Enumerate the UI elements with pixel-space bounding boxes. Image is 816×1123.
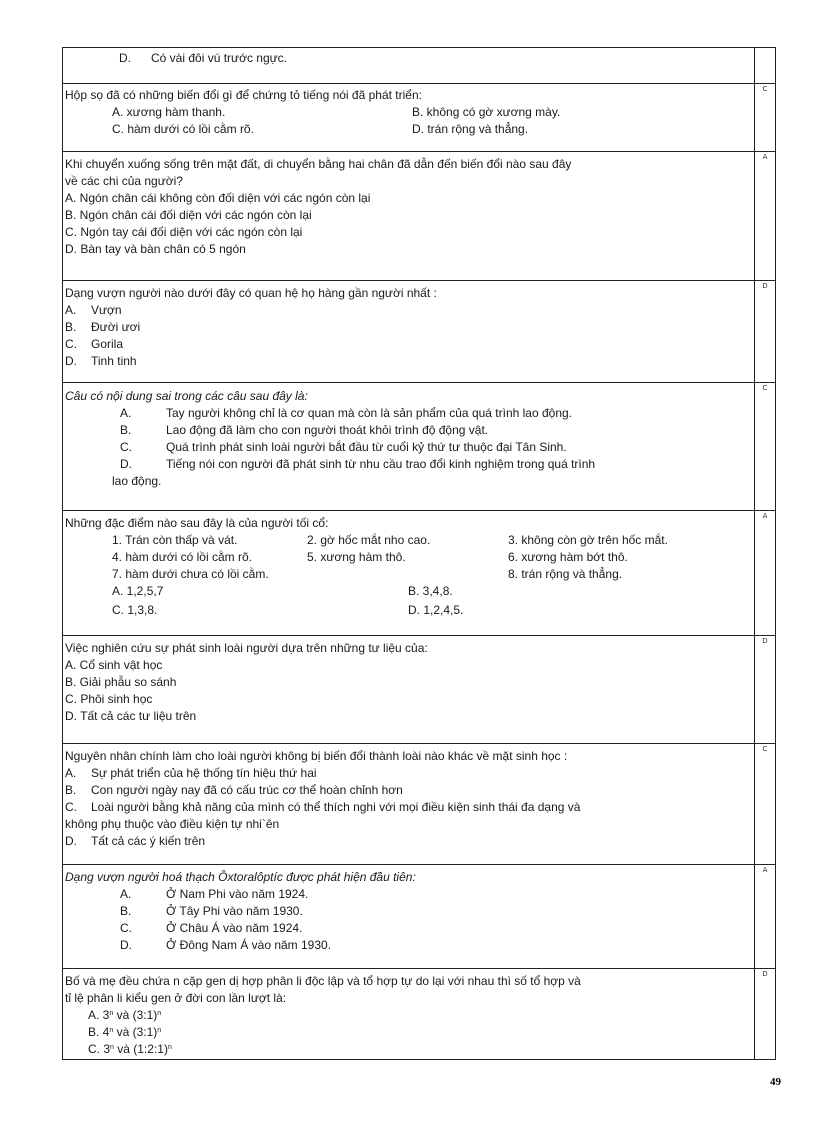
question-stem: Khi chuyển xuống sống trên mặt đất, di chuyển bằng hai chân đã dẫn đến biến đổi nào sau đây: [65, 157, 572, 171]
option-d: D. Ở Đông Nam Á vào năm 1930.: [120, 938, 332, 952]
feature-8: 8. trán rộng và thẳng.: [508, 567, 623, 581]
answer-key: A: [762, 153, 768, 161]
answer-key: C: [762, 85, 768, 93]
question-stem-cont: tỉ lệ phân li kiểu gen ở đời con lần lượt là:: [65, 991, 287, 1005]
option-b: B. Ngón chân cái đối diện với các ngón còn lại: [65, 208, 312, 222]
feature-4: 4. hàm dưới có lồi cằm rõ.: [112, 550, 252, 564]
option-line: D. Có vài đôi vú trước ngực.: [119, 51, 287, 65]
option-d: D. 1,2,4,5.: [408, 603, 464, 617]
feature-2: 2. gờ hốc mắt nho cao.: [307, 533, 431, 547]
question-table: [62, 47, 776, 1060]
option-b: B. 4$^n$ và (3:1)$^n$: [88, 1025, 162, 1039]
feature-5: 5. xương hàm thô.: [307, 550, 406, 564]
feature-7: 7. hàm dưới chưa có lồi cằm.: [112, 567, 269, 581]
question-stem: Nguyên nhân chính làm cho loài người không bị biến đổi thành loài nào khác về mặt sinh học :: [65, 749, 568, 763]
option-b: B. Ở Tây Phi vào năm 1930.: [120, 904, 303, 918]
option-d: D. Tinh tinh: [65, 354, 137, 368]
question-row: [62, 510, 754, 635]
question-stem: Bố và mẹ đều chứa n cặp gen dị hợp phân li độc lập và tổ hợp tự do lại với nhau thì số tổ hợp và: [65, 974, 581, 988]
option-d: D. Tất cả các ý kiến trên: [65, 834, 206, 848]
option-c-cont: không phụ thuộc vào điều kiện tự nhi`ên: [65, 817, 280, 831]
question-stem: Dạng vượn người nào dưới đây có quan hệ họ hàng gần người nhất :: [65, 286, 437, 300]
question-row: [62, 635, 754, 743]
answer-column-divider: [754, 47, 755, 1060]
feature-1: 1. Trán còn thấp và vát.: [112, 533, 238, 547]
question-stem: Hộp sọ đã có những biến đổi gì để chứng tỏ tiếng nói đã phát triển:: [65, 88, 422, 102]
option-c: C. Loài người bằng khả năng của mình có thể thích nghi với mọi điều kiện sinh thái đa dạng và: [65, 800, 581, 814]
option-a: A. Sự phát triển của hệ thống tín hiệu thứ hai: [65, 766, 317, 780]
option-b: B. 3,4,8.: [408, 584, 453, 598]
answer-key: A: [762, 512, 768, 520]
question-row: [62, 47, 754, 83]
question-stem: Câu có nội dung sai trong các câu sau đây là:: [65, 389, 308, 403]
answer-key: D: [762, 970, 768, 978]
option-d: D. Bàn tay và bàn chân có 5 ngón: [65, 242, 246, 256]
answer-key: D: [762, 282, 768, 290]
answer-key: D: [762, 637, 768, 645]
question-stem: Những đặc điểm nào sau đây là của người tối cổ:: [65, 516, 329, 530]
option-c: C. 1,3,8.: [112, 603, 158, 617]
option-d-cont: lao động.: [112, 474, 162, 488]
option-a: A. Tay người không chỉ là cơ quan mà còn là sản phẩm của quá trình lao động.: [120, 406, 573, 420]
question-row: [62, 280, 754, 382]
feature-3: 3. không còn gờ trên hốc mắt.: [508, 533, 668, 547]
option-b: B. Giải phẫu so sánh: [65, 675, 177, 689]
option-c: C. Ngón tay cái đối diện với các ngón còn lại: [65, 225, 303, 239]
option-a: A. xương hàm thanh.: [112, 105, 226, 119]
option-a: A. 3$^n$ và (3:1)$^n$: [88, 1008, 162, 1022]
option-b: B. Lao động đã làm cho con người thoát khỏi trình độ động vật.: [120, 423, 489, 437]
page-number: 49: [770, 1076, 781, 1088]
option-b: B. Con người ngày nay đã có cấu trúc cơ thể hoàn chỉnh hơn: [65, 783, 403, 797]
answer-key: A: [762, 866, 768, 874]
option-a: A. Ngón chân cái không còn đối diện với các ngón còn lại: [65, 191, 371, 205]
option-b: B. Đười ươi: [65, 320, 141, 334]
option-a: A. Vượn: [65, 303, 122, 317]
question-stem-cont: về các chi của người?: [65, 174, 183, 188]
option-c: C. Gorila: [65, 337, 124, 351]
option-a: A. Ở Nam Phi vào năm 1924.: [120, 887, 309, 901]
answer-key: C: [762, 745, 768, 753]
question-stem: Dạng vượn người hoá thạch Ôxtoralôptíc được phát hiện đầu tiên:: [65, 870, 416, 884]
question-stem: Việc nghiên cứu sự phát sinh loài người dựa trên những tư liệu của:: [65, 641, 428, 655]
option-c: C. Ở Châu Á vào năm 1924.: [120, 921, 303, 935]
question-row: [62, 83, 754, 151]
feature-6: 6. xương hàm bớt thô.: [508, 550, 628, 564]
question-row: [62, 382, 754, 510]
option-c: C. Phôi sinh học: [65, 692, 153, 706]
answer-key: C: [762, 384, 768, 392]
option-d: D. Tất cả các tư liệu trên: [65, 709, 197, 723]
option-c: C. Quá trình phát sinh loài người bắt đầu từ cuối kỷ thứ tư thuộc đại Tân Sinh.: [120, 440, 567, 454]
option-a: A. 1,2,5,7: [112, 584, 164, 598]
question-row: [62, 864, 754, 968]
option-d: D. Tiếng nói con người đã phát sinh từ nhu cầu trao đổi kinh nghiệm trong quá trình: [120, 457, 596, 471]
question-row: [62, 968, 754, 1060]
option-c: C. hàm dưới có lồi cằm rõ.: [112, 122, 254, 136]
option-d: D. trán rộng và thẳng.: [412, 122, 529, 136]
question-row: [62, 151, 754, 280]
option-b: B. không có gờ xương mày.: [412, 105, 561, 119]
question-row: [62, 743, 754, 864]
option-a: A. Cổ sinh vật học: [65, 658, 163, 672]
option-c: C. 3$^n$ và (1:2:1)$^n$: [88, 1042, 172, 1056]
